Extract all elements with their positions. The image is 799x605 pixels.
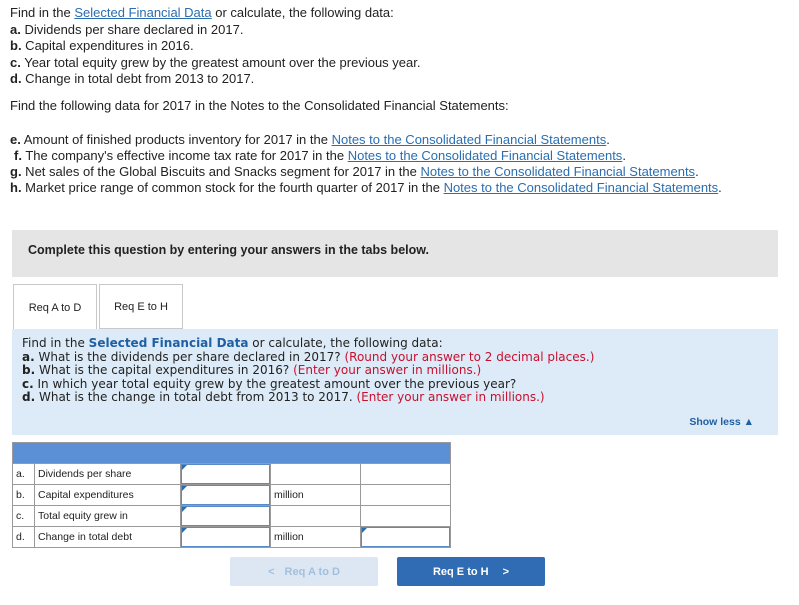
empty-cell (361, 506, 451, 527)
row-label: Dividends per share (35, 464, 181, 485)
next-req-button[interactable]: Req E to H > (397, 557, 545, 586)
intro-line-1: Find in the Selected Financial Data or calculate, the following data: (10, 5, 394, 20)
question-item-c: c. In which year total equity grew by the greatest amount over the previous year? (22, 376, 517, 391)
table-row (13, 506, 451, 527)
chevron-left-icon: < (268, 565, 275, 578)
table-row (13, 485, 451, 506)
selected-financial-data-label: Selected Financial Data (88, 336, 249, 350)
row-letter: b. (13, 485, 35, 506)
row-letter: c. (13, 506, 35, 527)
capital-expenditures-input[interactable] (181, 485, 270, 505)
banner-text: Complete this question by entering your answers in the tabs below. (28, 243, 429, 257)
notes-link[interactable]: Notes to the Consolidated Financial Statements (331, 132, 607, 147)
row-unit: million (271, 527, 361, 548)
notes-items (10, 132, 722, 196)
notes-link[interactable]: Notes to the Consolidated Financial Statements (347, 148, 623, 163)
row-unit (271, 506, 361, 527)
question-item-a: a. What is the dividends per share declared in 2017? (Round your answer to 2 decimal places.) (22, 349, 595, 364)
change-in-total-debt-input[interactable] (181, 527, 270, 547)
notes-item-e: e. Amount of finished products inventory for 2017 in the Notes to the Consolidated Financial Statements. (10, 132, 610, 147)
intro-item-b: b. Capital expenditures in 2016. (10, 38, 194, 53)
change-in-total-debt-direction-input[interactable] (361, 527, 450, 547)
table-row (13, 527, 451, 548)
answer-table (12, 442, 451, 548)
notes-heading: Find the following data for 2017 in the Notes to the Consolidated Financial Statements: (10, 98, 509, 113)
question-item-d: d. What is the change in total debt from 2013 to 2017. (Enter your answer in millions.) (22, 390, 545, 404)
row-label: Change in total debt (35, 527, 181, 548)
equity-grew-year-input[interactable] (181, 506, 270, 526)
table-header (13, 443, 451, 464)
row-label: Total equity grew in (35, 506, 181, 527)
show-less-toggle[interactable]: Show less ▲ (689, 416, 754, 428)
question-text (22, 337, 594, 405)
question-intro: Find in the Selected Financial Data or calculate, the following data: (22, 336, 443, 350)
question-panel (12, 329, 778, 435)
row-letter: a. (13, 464, 35, 485)
table-row (13, 464, 451, 485)
dividends-per-share-input[interactable] (181, 464, 270, 484)
notes-link[interactable]: Notes to the Consolidated Financial Statements (443, 180, 719, 195)
tab-bar (12, 284, 778, 329)
intro-item-c: c. Year total equity grew by the greatest amount over the previous year. (10, 54, 421, 70)
row-unit (271, 464, 361, 485)
notes-item-g: g. Net sales of the Global Biscuits and Snacks segment for 2017 in the Notes to the Consolidated Financial Statements. (10, 164, 699, 179)
empty-cell (361, 464, 451, 485)
instruction-banner (12, 230, 778, 277)
intro-item-d: d. Change in total debt from 2013 to 2017. (10, 71, 255, 86)
empty-cell (361, 485, 451, 506)
chevron-right-icon: > (502, 565, 510, 578)
row-letter: d. (13, 527, 35, 548)
notes-link[interactable]: Notes to the Consolidated Financial Statements (420, 164, 696, 179)
table-header-row (13, 443, 451, 464)
prev-req-button[interactable]: < Req A to D (230, 557, 378, 586)
intro-text (10, 5, 420, 88)
selected-financial-data-link[interactable]: Selected Financial Data (74, 5, 212, 20)
tab-req-a-to-d[interactable]: Req A to D (13, 284, 97, 330)
tab-req-e-to-h[interactable]: Req E to H (99, 284, 183, 329)
notes-item-h: h. Market price range of common stock for the fourth quarter of 2017 in the Notes to the Consolidated Financial Statements. (10, 180, 722, 195)
row-label: Capital expenditures (35, 485, 181, 506)
notes-item-f: f. The company's effective income tax rate for 2017 in the Notes to the Consolidated Financial Statements. (14, 148, 626, 163)
row-unit: million (271, 485, 361, 506)
question-item-b: b. What is the capital expenditures in 2016? (Enter your answer in millions.) (22, 363, 482, 377)
intro-item-a: a. Dividends per share declared in 2017. (10, 21, 244, 37)
triangle-up-icon: ▲ (743, 416, 754, 428)
